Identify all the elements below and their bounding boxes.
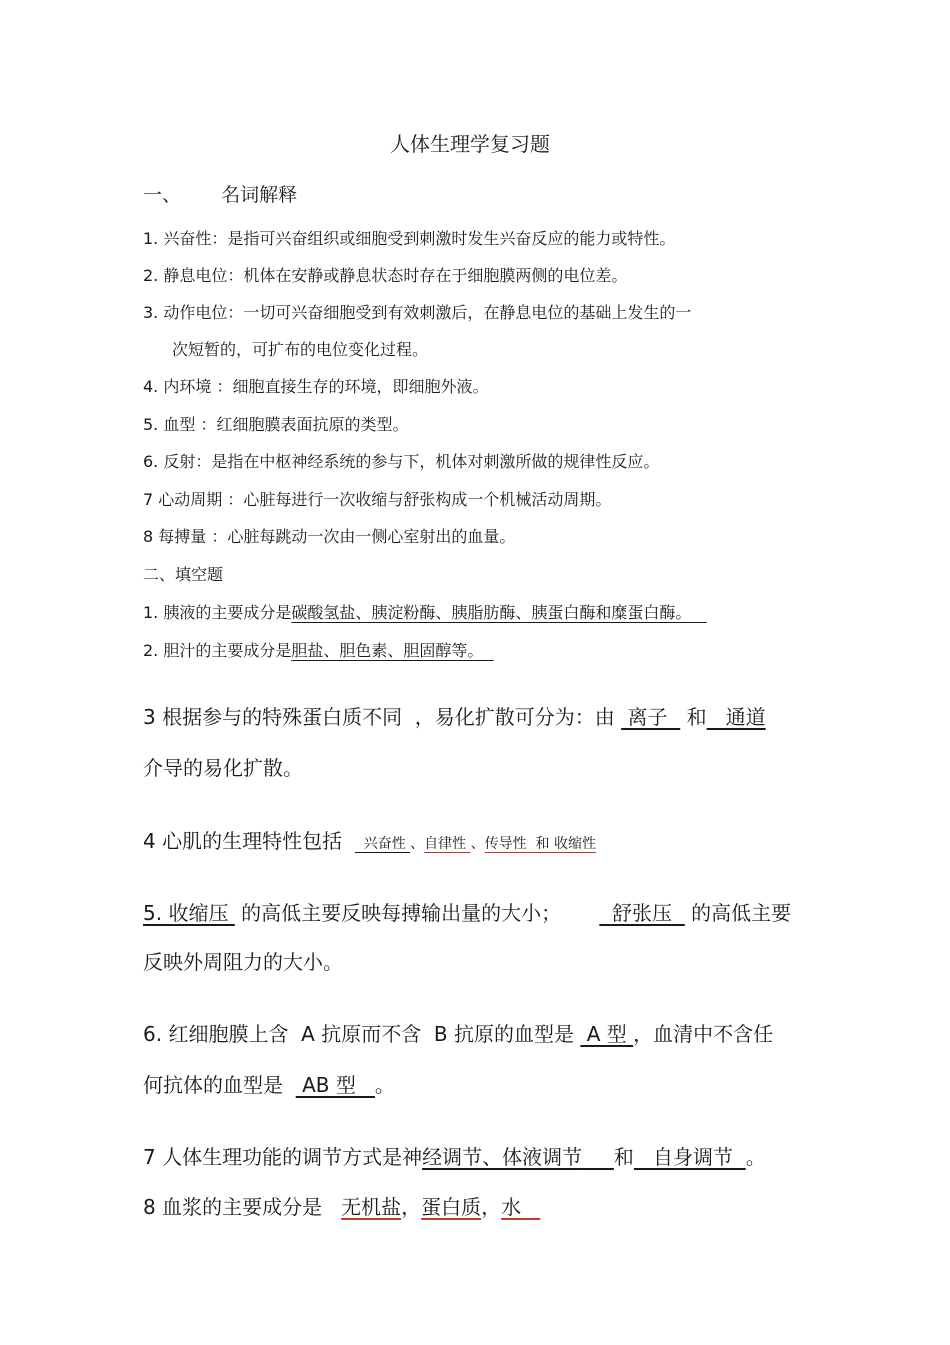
question-6-line-2-end: 。 — [374, 1073, 395, 1097]
term-8: 8 每搏量 ：心脏每跳动一次由一侧心室射出的血量。 — [143, 527, 516, 546]
question-6-line-2-text: 何抗体的血型是 — [143, 1073, 296, 1097]
question-2-answer: 胆盐、胆色素、胆固醇等。 — [291, 641, 494, 660]
section-number: 一、 — [143, 184, 182, 206]
question-7 — [143, 1141, 766, 1170]
question-3-connector: 和 — [680, 705, 707, 729]
section-label: 名词解释 — [221, 184, 298, 206]
section-heading-1 — [143, 180, 297, 207]
question-5-text: 的高低主要反映每搏输出量的大小； — [234, 901, 600, 925]
term-7: 7 心动周期 ：心脏每进行一次收缩与舒张构成一个机械活动周期。 — [143, 490, 612, 509]
question-5-answer-1: 5. 收缩压 — [143, 901, 235, 925]
question-7-text: 7 人体生理功能的调节方式是神 — [143, 1145, 423, 1169]
term-3: 3. 动作电位：一切可兴奋细胞受到有效刺激后，在静息电位的基础上发生的一 — [143, 303, 692, 322]
question-4-text: 4 心肌的生理特性包括 — [143, 829, 355, 853]
question-6-answer-2: AB 型 — [295, 1073, 375, 1097]
question-2-text: 2. 胆汁的主要成分是 — [143, 641, 292, 660]
term-1: 1. 兴奋性：是指可兴奋组织或细胞受到刺激时发生兴奋反应的能力或特性。 — [143, 229, 676, 248]
question-8-separator-2: ， — [481, 1195, 502, 1219]
term-5: 5. 血型 ：红细胞膜表面抗原的类型。 — [143, 415, 409, 434]
question-3 — [143, 701, 766, 730]
question-1 — [143, 600, 707, 623]
question-5-line-2: 反映外周阻力的大小。 — [143, 950, 343, 974]
question-8-answer-1: 无机盐 — [341, 1195, 402, 1219]
question-2 — [143, 638, 494, 661]
term-2: 2. 静息电位：机体在安静或静息状态时存在于细胞膜两侧的电位差。 — [143, 266, 628, 285]
question-1-text: 1. 胰液的主要成分是 — [143, 603, 292, 622]
question-4-answer-1: 兴奋性 — [354, 836, 411, 852]
question-6-answer-1: A 型 — [580, 1022, 634, 1046]
question-5 — [143, 897, 791, 926]
term-6: 6. 反射：是指在中枢神经系统的参与下，机体对刺激所做的规律性反应。 — [143, 452, 660, 471]
question-6-text: 6. 红细胞膜上含 A 抗原而不含 B 抗原的血型是 — [143, 1022, 581, 1046]
question-4-answer-4: 收缩性 — [553, 836, 596, 852]
question-6-line-2 — [143, 1069, 395, 1098]
question-3-text: 3 根据参与的特殊蛋白质不同 ，易化扩散可分为：由 — [143, 705, 622, 729]
question-7-connector: 和 — [613, 1145, 634, 1169]
question-8 — [143, 1191, 540, 1220]
question-4-separator-1: 、 — [410, 836, 425, 852]
question-1-answer: 碳酸氢盐、胰淀粉酶、胰脂肪酶、胰蛋白酶和糜蛋白酶。 — [291, 603, 707, 622]
question-5-text-end: 的高低主要 — [684, 901, 792, 925]
question-8-separator-1: ， — [401, 1195, 422, 1219]
question-8-text: 8 血浆的主要成分是 — [143, 1195, 342, 1219]
question-8-answer-2: 蛋白质 — [421, 1195, 482, 1219]
question-4-separator-2: 、 — [470, 836, 485, 852]
question-6-text-end: ，血清中不含任 — [633, 1022, 774, 1046]
section-heading-2: 二、填空题 — [143, 565, 224, 584]
question-3-answer-2: 通道 — [706, 705, 766, 729]
question-5-answer-2: 舒张压 — [599, 901, 685, 925]
question-3-line-2: 介导的易化扩散。 — [143, 756, 303, 780]
question-4-answer-2: 自律性 — [424, 836, 471, 852]
question-7-answer-1: 经调节、体液调节 — [422, 1145, 583, 1169]
question-6 — [143, 1018, 773, 1047]
term-3-continuation: 次短暂的，可扩布的电位变化过程。 — [172, 340, 429, 359]
question-7-answer-2: 自身调节 — [633, 1145, 746, 1169]
page-title: 人体生理学复习题 — [390, 132, 550, 156]
question-8-answer-3: 水 — [501, 1195, 541, 1219]
question-7-blank — [582, 1145, 614, 1169]
term-4: 4. 内环境 ：细胞直接生存的环境，即细胞外液。 — [143, 377, 489, 396]
question-4-answer-3: 传导性 和 — [484, 836, 554, 852]
question-3-answer-1: 离子 — [621, 705, 681, 729]
question-7-text-end: 。 — [745, 1145, 766, 1169]
question-4 — [143, 825, 596, 854]
